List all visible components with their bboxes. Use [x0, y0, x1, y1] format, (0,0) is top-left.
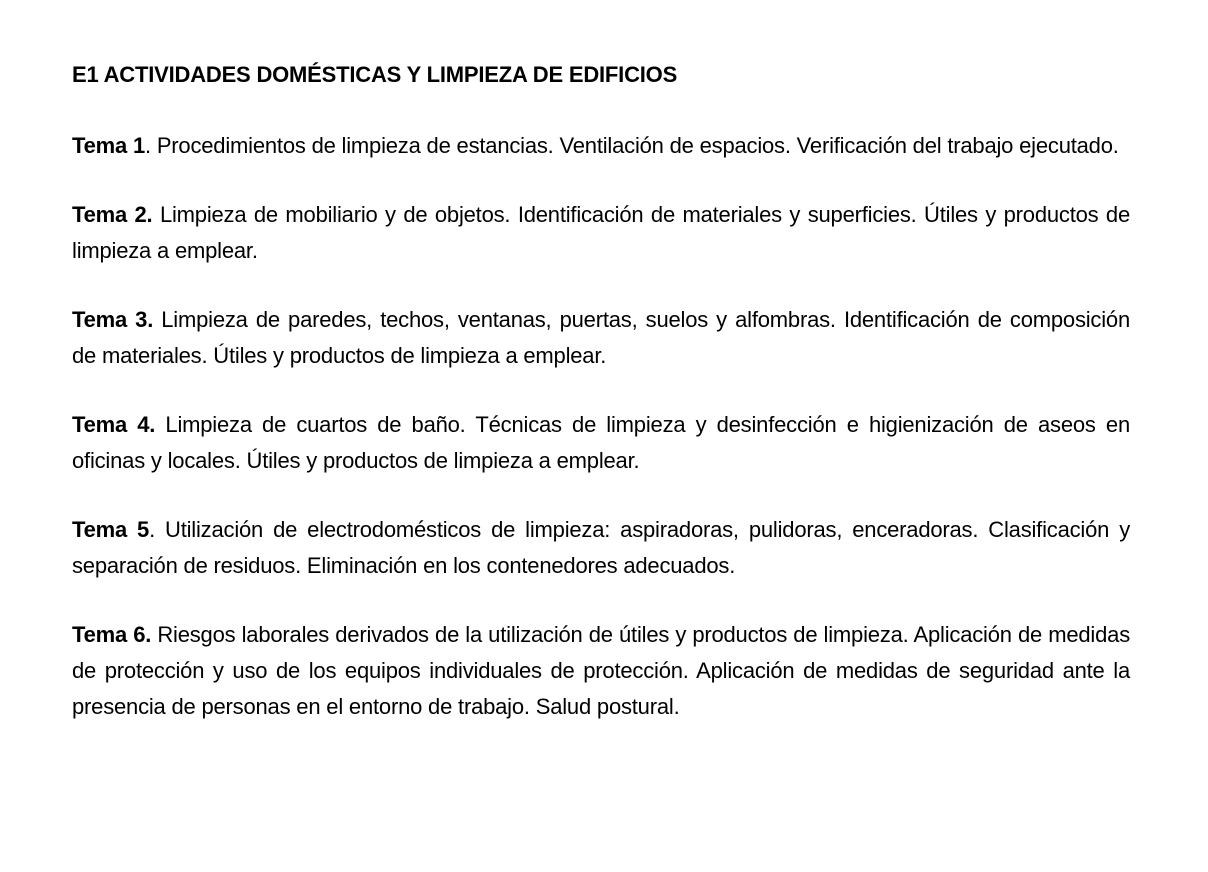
topic-paragraph-3	[72, 302, 1130, 374]
topic-label: Tema 4.	[72, 412, 156, 437]
topic-paragraph-5	[72, 512, 1130, 584]
topic-body: Limpieza de mobiliario y de objetos. Identificación de materiales y superficies. Útiles y productos de limpieza a emplear.	[72, 202, 1130, 263]
topic-label: Tema 1	[72, 133, 145, 158]
topic-label: Tema 5	[72, 517, 150, 542]
topic-body: Limpieza de paredes, techos, ventanas, puertas, suelos y alfombras. Identificación de composición de materiales. Útiles y productos de limpieza a emplear.	[72, 307, 1130, 368]
topic-paragraph-4	[72, 407, 1130, 479]
topic-paragraph-1	[72, 128, 1130, 164]
topic-body: Riesgos laborales derivados de la utilización de útiles y productos de limpieza. Aplicación de medidas de protección y uso de los equipos individuales de protección. Aplicación de medidas de seguridad ante la presencia de personas en el entorno de trabajo. Salud postural.	[72, 622, 1130, 719]
topic-paragraph-2	[72, 197, 1130, 269]
page-title: E1 ACTIVIDADES DOMÉSTICAS Y LIMPIEZA DE EDIFICIOS	[72, 62, 678, 87]
topic-label: Tema 3.	[72, 307, 154, 332]
topic-body: Limpieza de cuartos de baño. Técnicas de limpieza y desinfección e higienización de aseos en oficinas y locales. Útiles y productos de limpieza a emplear.	[72, 412, 1131, 473]
topic-paragraph-6	[72, 617, 1130, 725]
topic-label: Tema 2.	[72, 202, 153, 227]
topic-label: Tema 6.	[72, 622, 152, 647]
topic-body: . Utilización de electrodomésticos de limpieza: aspiradoras, pulidoras, enceradoras. Clasificación y separación de residuos. Eliminación en los contenedores adecuados.	[72, 517, 1130, 578]
topic-body: . Procedimientos de limpieza de estancias. Ventilación de espacios. Verificación del trabajo ejecutado.	[145, 133, 1119, 158]
